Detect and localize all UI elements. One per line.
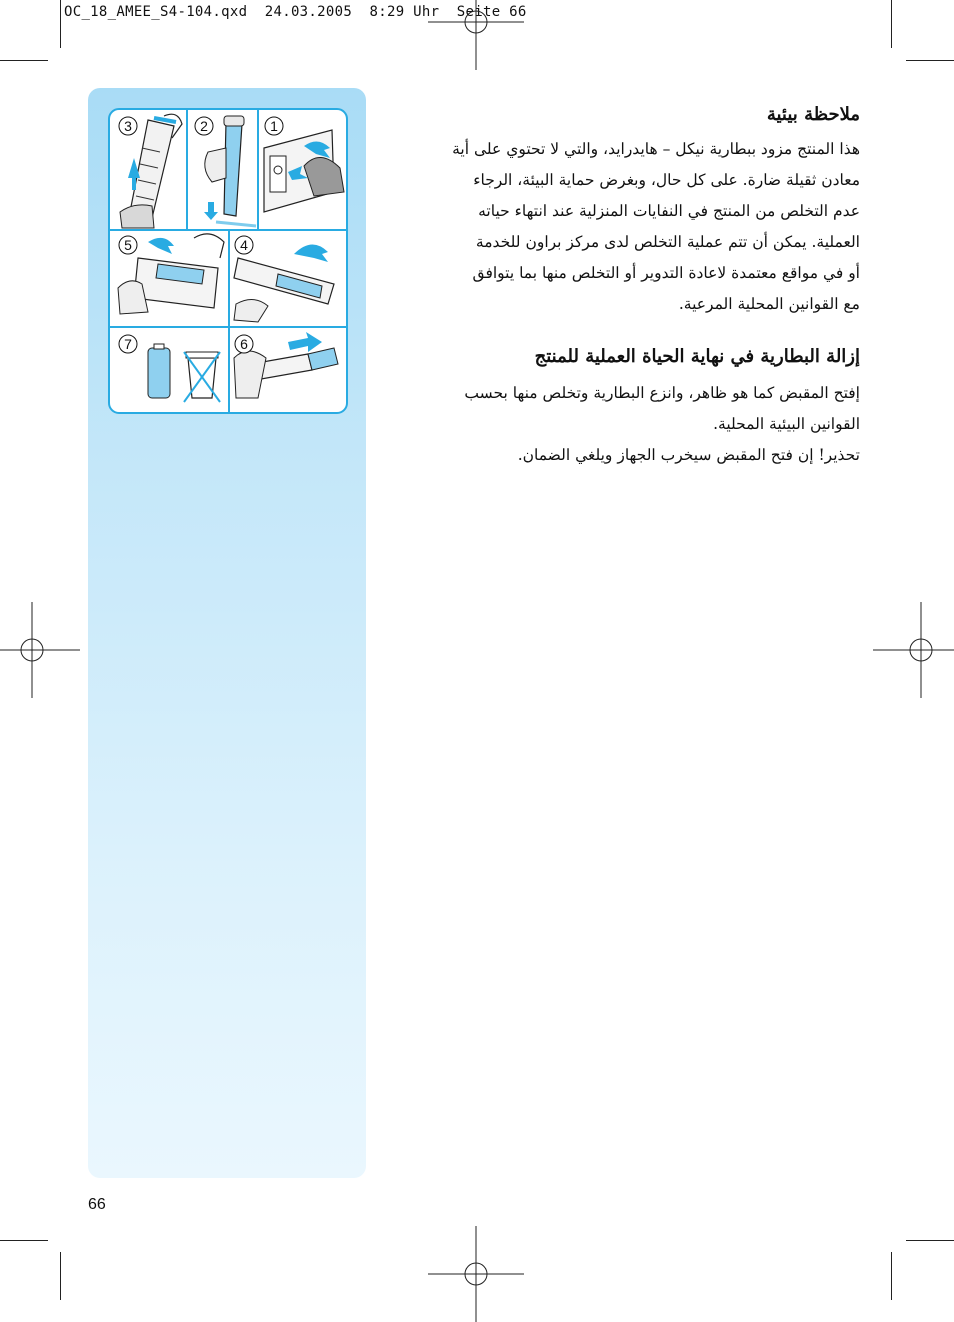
crop-mark <box>891 0 892 48</box>
disassembly-illustration <box>108 108 348 414</box>
step-6-marker <box>235 335 253 353</box>
registration-mark-icon <box>428 1226 524 1322</box>
page-number: 66 <box>88 1196 106 1213</box>
environmental-note-heading: ملاحظة بيئية <box>766 104 860 125</box>
step-3-marker <box>119 117 137 135</box>
battery-removal-text <box>390 378 860 471</box>
paragraph-line: تحذير! إن فتح المقبض سيخرب الجهاز ويلغي الضمان. <box>517 446 860 464</box>
crop-mark <box>891 1252 892 1300</box>
step-number: 7 <box>124 336 132 352</box>
step-5-marker <box>119 236 137 254</box>
paragraph-line: أو في مواقع معتمدة لاعادة التدوير أو التخلص منها بما يتوافق <box>472 264 860 282</box>
paragraph-line: هذا المنتج مزود ببطارية نيكل – هايدرايد، والتي لا تحتوي على أية <box>452 140 860 158</box>
registration-mark-icon <box>428 0 524 70</box>
step-number: 2 <box>200 118 208 134</box>
battery-removal-heading: إزالة البطارية في نهاية الحياة العملية للمنتج <box>534 346 860 367</box>
crop-mark <box>906 1240 954 1241</box>
paragraph-line: معادن ثقيلة ضارة. على كل حال، وبغرض حماية البيئة، الرجاء <box>473 171 860 189</box>
environmental-note-text <box>390 134 860 320</box>
crop-mark <box>906 60 954 61</box>
registration-mark-icon <box>0 602 80 698</box>
step-7-marker <box>119 335 137 353</box>
paragraph-line: عدم التخلص من المنتج في النفايات المنزلية عند انتهاء حياته <box>478 202 860 220</box>
crop-mark <box>60 1252 61 1300</box>
paragraph-line: القوانين البيئية المحلية. <box>713 415 860 433</box>
step-2-marker <box>195 117 213 135</box>
crop-mark <box>60 0 61 48</box>
step-4-marker <box>235 236 253 254</box>
step-number: 4 <box>240 237 248 253</box>
step-number: 6 <box>240 336 248 352</box>
step-1-marker <box>265 117 283 135</box>
paragraph-line: العملية. يمكن أن تتم عملية التخلص لدى مركز براون للخدمة <box>475 233 860 251</box>
paragraph-line: إفتح المقبض كما هو ظاهر، وانزع البطارية وتخلص منها بحسب <box>464 384 860 402</box>
step-number: 3 <box>124 118 132 134</box>
paragraph-line: مع القوانين المحلية المرعية. <box>678 295 860 313</box>
crop-mark <box>0 60 48 61</box>
step-number: 5 <box>124 237 132 253</box>
print-slug: OC_18_AMEE_S4-104.qxd 24.03.2005 8:29 Uhr Seite 66 <box>64 4 527 20</box>
registration-mark-icon <box>873 602 954 698</box>
crop-mark <box>0 1240 48 1241</box>
step-number: 1 <box>270 118 278 134</box>
